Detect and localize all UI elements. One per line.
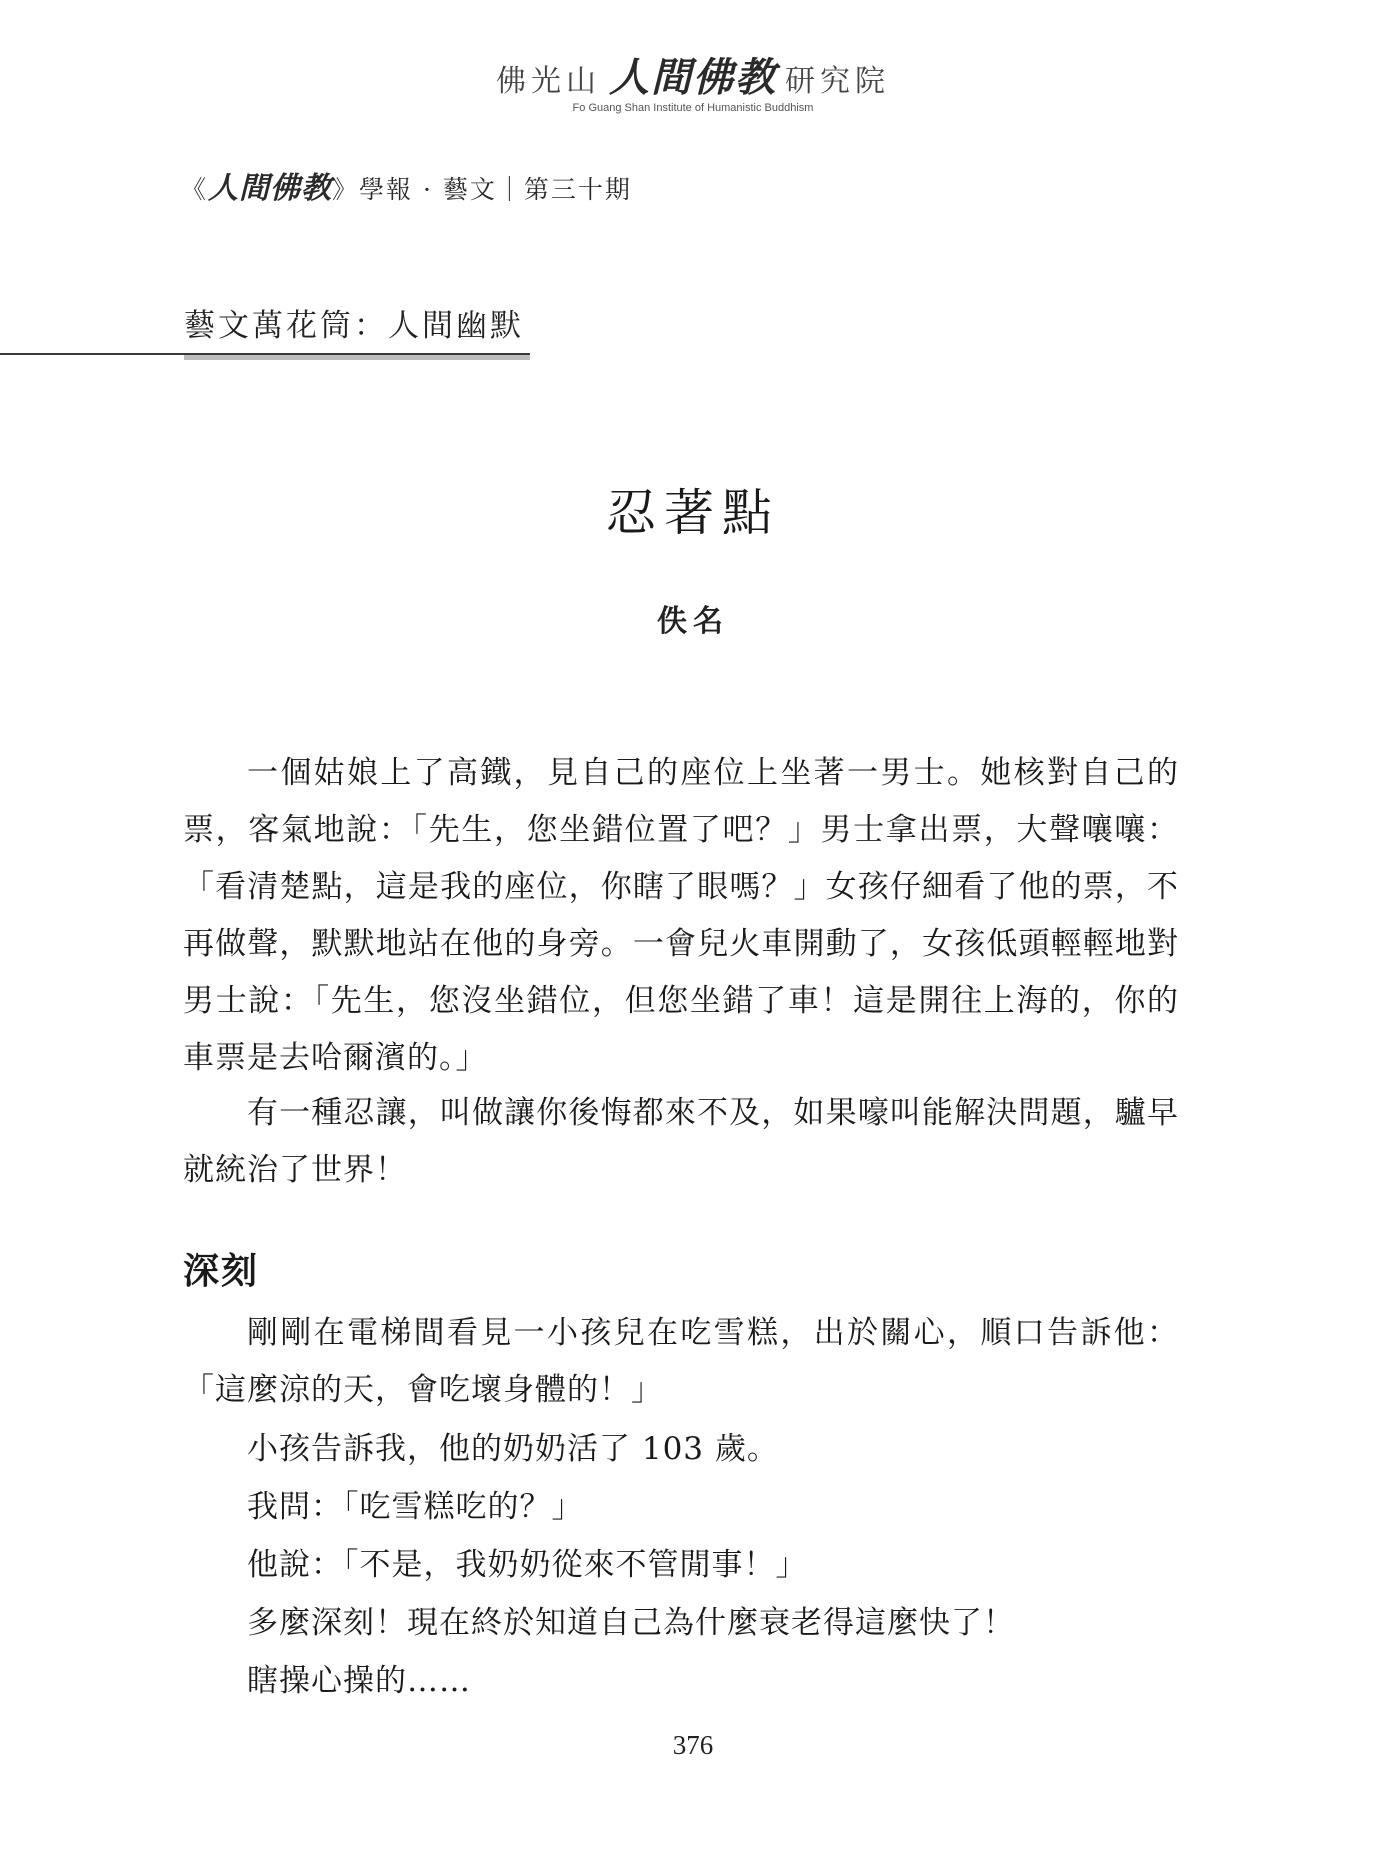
section-title: 藝文萬花筒：人間幽默 — [184, 308, 524, 344]
article-author: 佚名 — [657, 604, 729, 639]
subsection-heading: 深刻 — [183, 1250, 260, 1292]
article-paragraph: 有一種忍讓，叫做讓你後悔都來不及，如果嚎叫能解決問題，驢早就統治了世界！ — [183, 1095, 1179, 1188]
journal-running-head — [181, 163, 632, 207]
institute-english-name: Fo Guang Shan Institute of Humanistic Buddhism — [572, 102, 814, 114]
subsection-line: 小孩告訴我，他的奶奶活了 103 歲。 — [247, 1431, 779, 1467]
article-title: 忍著點 — [606, 484, 780, 542]
journal-brand: 人間佛教 — [208, 171, 333, 206]
institute-prefix: 佛光山 — [496, 64, 601, 99]
institute-brand-logo: 人間佛教 — [609, 54, 777, 101]
subsection-line: 多麼深刻！現在終於知道自己為什麼衰老得這麼快了！ — [247, 1605, 1015, 1641]
section-underline-shadow — [184, 355, 530, 360]
subsection-paragraph: 剛剛在電梯間看見一小孩兒在吃雪糕，出於關心，順口告訴他：「這麼涼的天，會吃壞身體的！」 — [183, 1315, 1179, 1408]
journal-issue: 》學報 · 藝文｜第三十期 — [332, 175, 632, 204]
article-paragraph: 一個姑娘上了高鐵，見自己的座位上坐著一男士。她核對自己的票，客氣地說：「先生，您坐錯位置了吧？」男士拿出票，大聲嚷嚷：「看清楚點，這是我的座位，你瞎了眼嗎？」女孩仔細看了他的票，不再做聲，默默地站在他的身旁。一會兒火車開動了，女孩低頭輕輕地對男士說：「先生，您沒坐錯位，但您坐錯了車！這是開往上海的，你的車票是去哈爾濱的。」 — [183, 755, 1179, 1076]
subsection-line: 我問：「吃雪糕吃的？」 — [247, 1489, 584, 1525]
subsection-line: 他說：「不是，我奶奶從來不管閒事！」 — [247, 1547, 808, 1583]
journal-open-bracket: 《 — [181, 175, 209, 204]
institute-suffix: 研究院 — [785, 64, 890, 99]
subsection-line: 瞎操心操的…… — [247, 1663, 471, 1699]
institute-name — [0, 54, 1386, 102]
institute-header — [0, 54, 1386, 114]
page-number: 376 — [672, 1730, 714, 1760]
